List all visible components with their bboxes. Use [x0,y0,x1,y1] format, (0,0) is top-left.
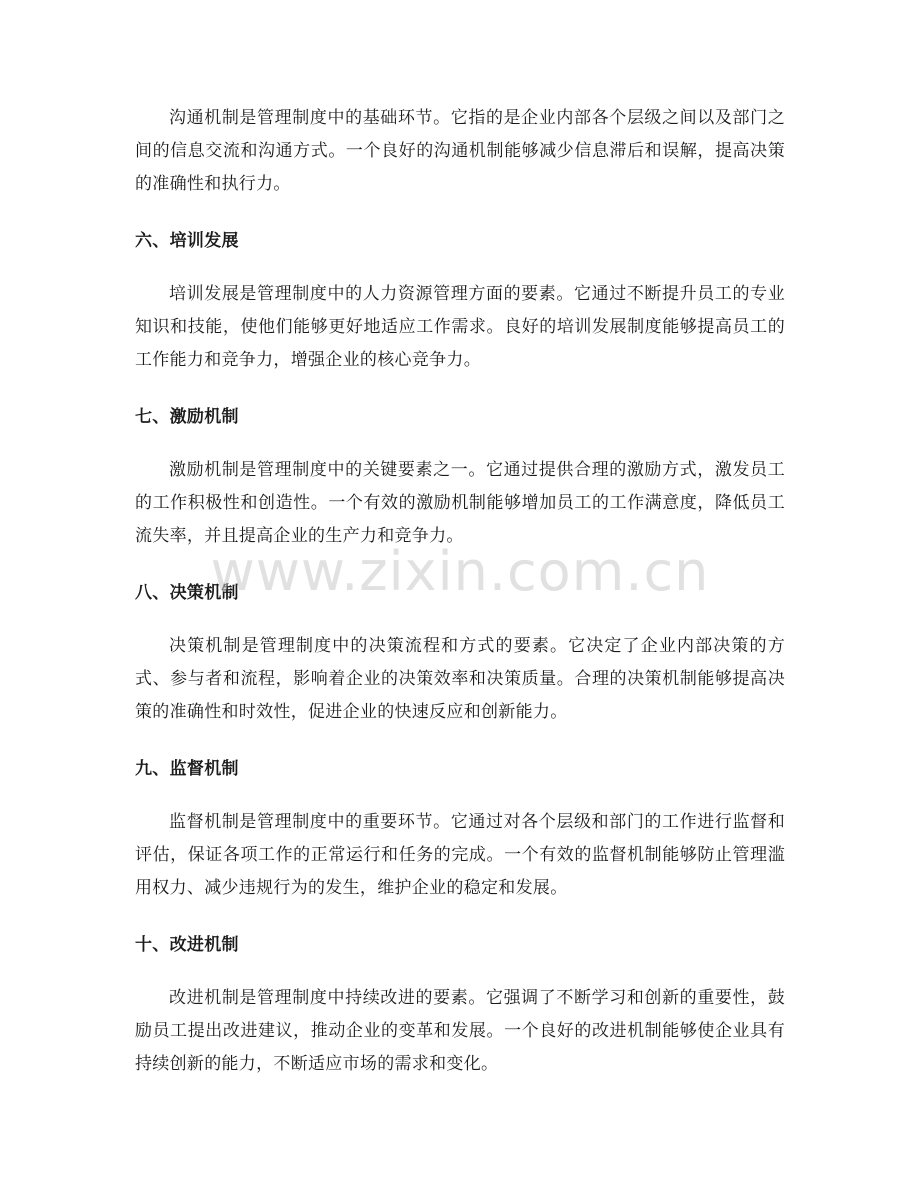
intro-paragraph: 沟通机制是管理制度中的基础环节。它指的是企业内部各个层级之间以及部门之间的信息交流和沟通方式。一个良好的沟通机制能够减少信息滞后和误解，提高决策的准确性和执行力。 [135,108,785,194]
section-heading-training: 六、培训发展 [135,231,239,251]
document-body [135,102,785,1081]
section-paragraph-improvement: 改进机制是管理制度中持续改进的要素。它强调了不断学习和创新的重要性，鼓励员工提出改进建议，推动企业的变革和发展。一个良好的改进机制能够使企业具有持续创新的能力，不断适应市场的需求和变化。 [135,988,785,1074]
section-heading-supervision: 九、监督机制 [135,759,239,779]
section-heading-improvement: 十、改进机制 [135,935,239,955]
section-heading-incentive: 七、激励机制 [135,407,239,427]
section-paragraph-supervision: 监督机制是管理制度中的重要环节。它通过对各个层级和部门的工作进行监督和评估，保证各项工作的正常运行和任务的完成。一个有效的监督机制能够防止管理滥用权力、减少违规行为的发生，维护企业的稳定和发展。 [135,812,785,898]
section-paragraph-training: 培训发展是管理制度中的人力资源管理方面的要素。它通过不断提升员工的专业知识和技能，使他们能够更好地适应工作需求。良好的培训发展制度能够提高员工的工作能力和竞争力，增强企业的核心竞争力。 [135,284,785,370]
section-paragraph-decision: 决策机制是管理制度中的决策流程和方式的要素。它决定了企业内部决策的方式、参与者和流程，影响着企业的决策效率和决策质量。合理的决策机制能够提高决策的准确性和时效性，促进企业的快速反应和创新能力。 [135,636,785,722]
section-paragraph-incentive: 激励机制是管理制度中的关键要素之一。它通过提供合理的激励方式，激发员工的工作积极性和创造性。一个有效的激励机制能够增加员工的工作满意度，降低员工流失率，并且提高企业的生产力和竞争力。 [135,460,785,546]
section-heading-decision: 八、决策机制 [135,583,239,603]
site-watermark: www.zixin.com.cn [210,540,710,603]
